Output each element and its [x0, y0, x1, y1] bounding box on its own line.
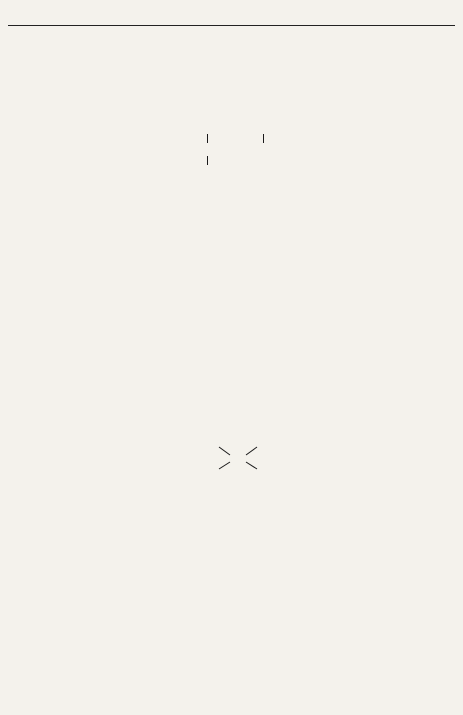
series-ellipsis [310, 646, 332, 650]
page-header [8, 8, 455, 26]
series-item [250, 646, 308, 650]
bond-line [219, 447, 230, 455]
bond-line [219, 462, 230, 469]
bond-line [263, 134, 264, 143]
series-item [62, 646, 118, 650]
series-item [10, 646, 50, 650]
bond-line [207, 156, 208, 165]
bond-line [246, 447, 257, 455]
series-item [186, 646, 242, 650]
bond-line [246, 462, 257, 469]
homologous-series [10, 646, 453, 674]
bond-line [207, 134, 208, 143]
series-item [128, 646, 178, 650]
series-item [332, 646, 432, 650]
